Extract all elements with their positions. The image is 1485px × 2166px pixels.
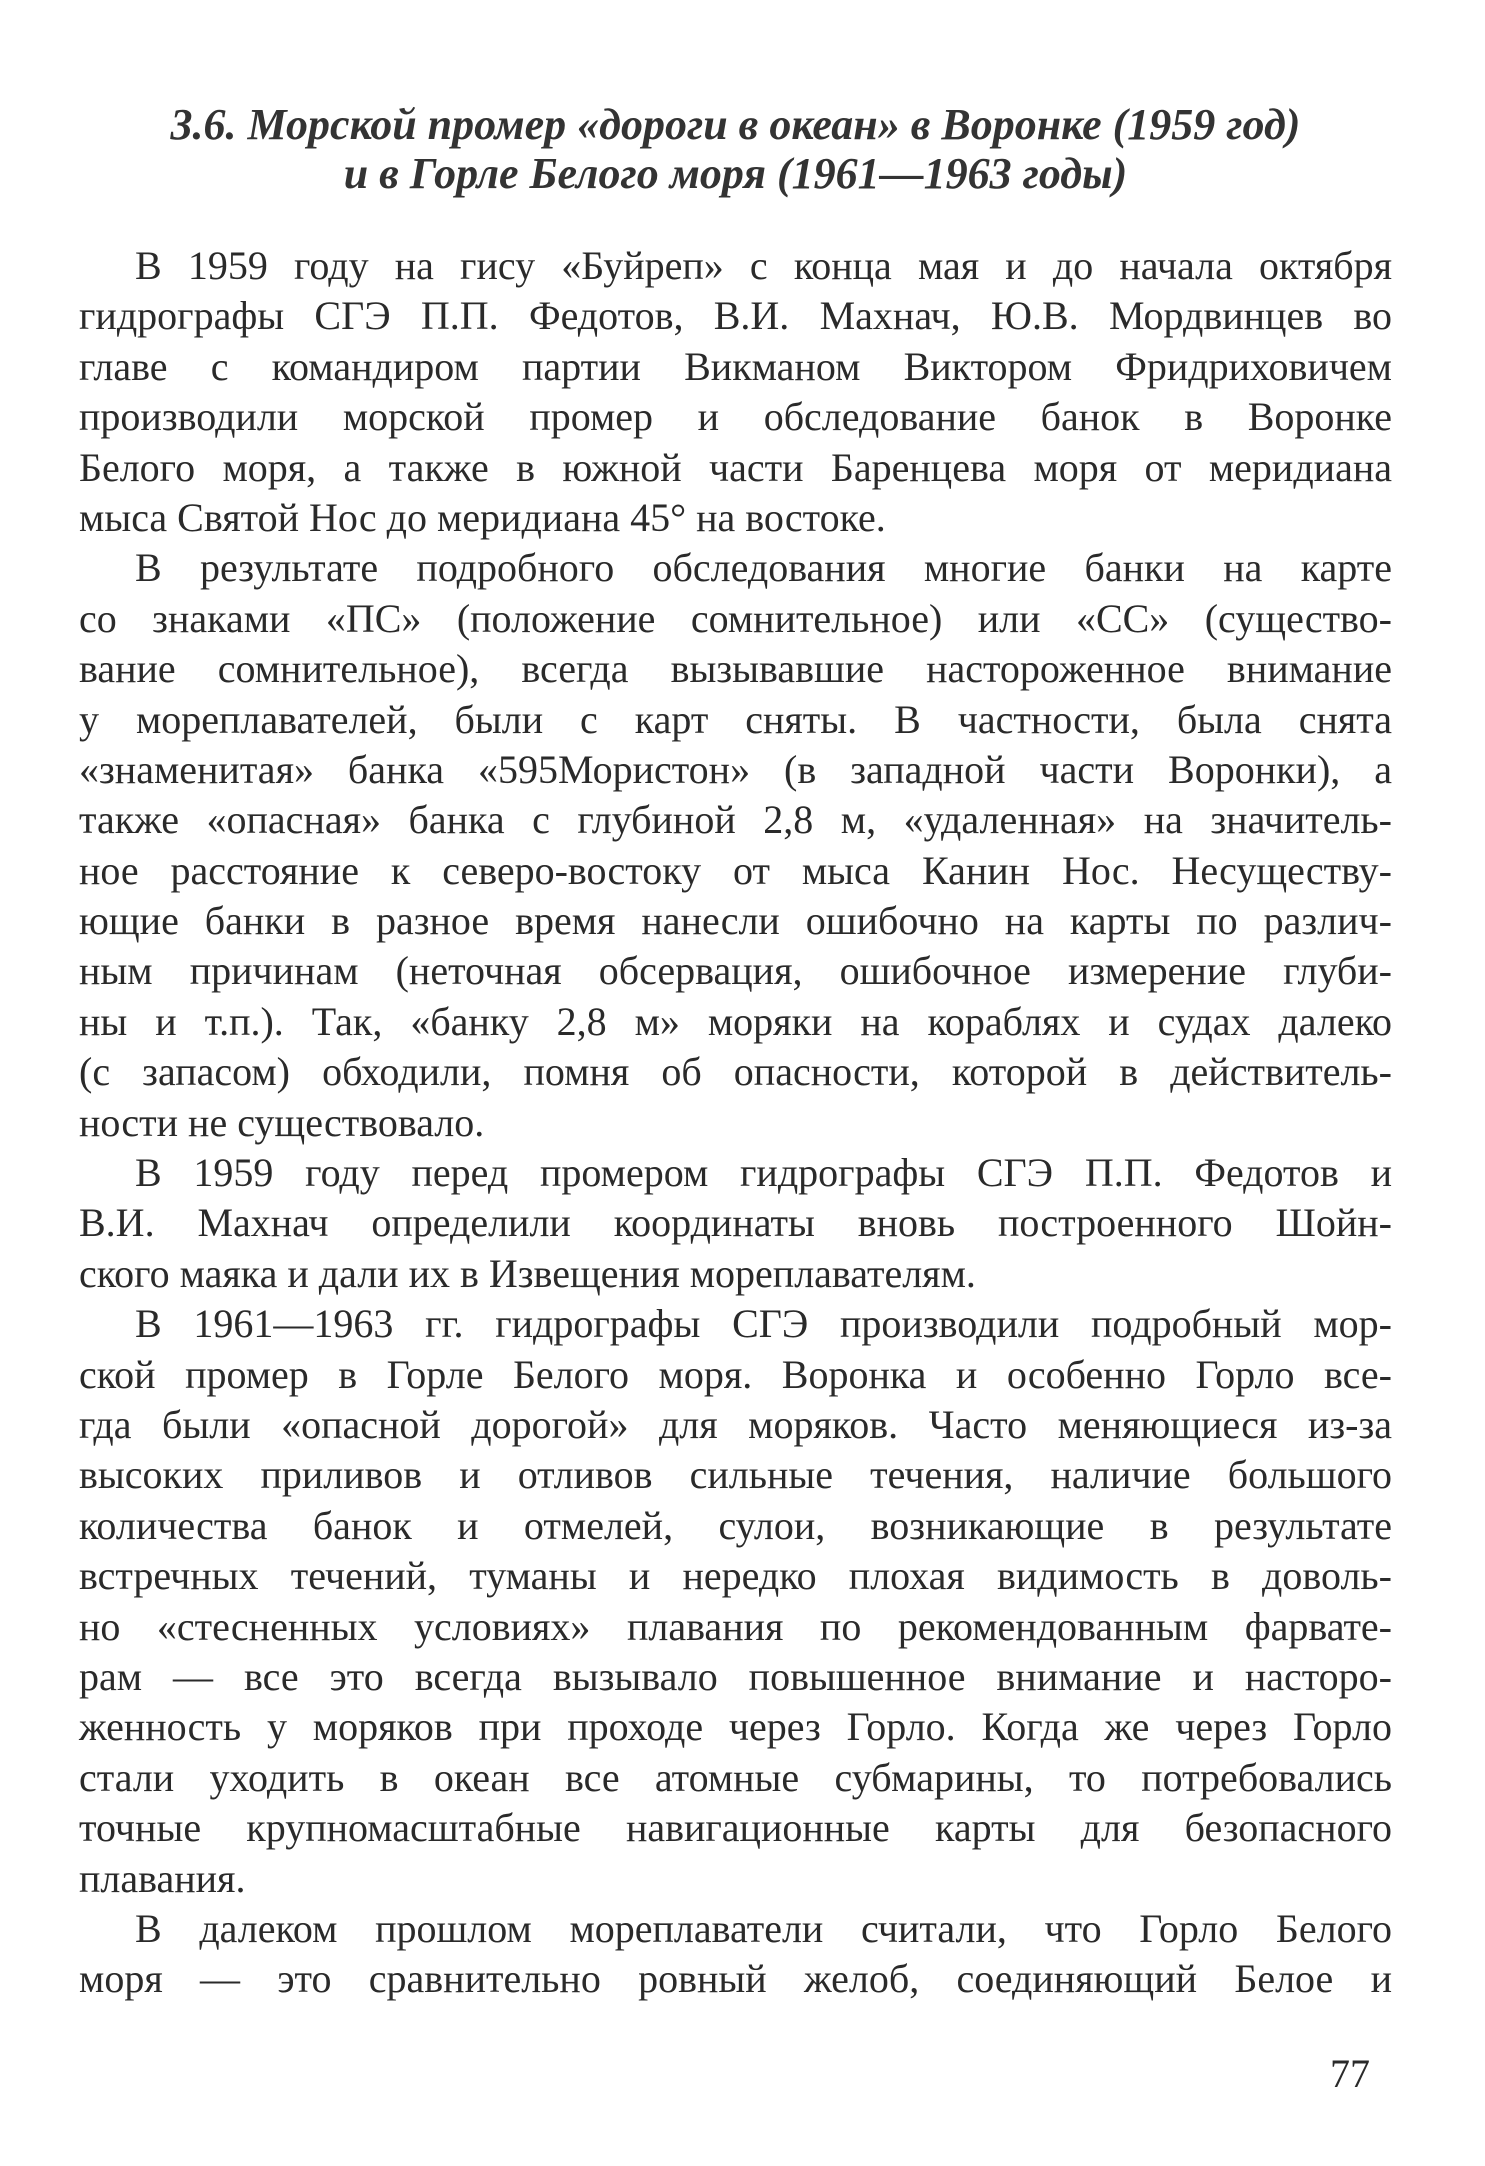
- heading-line: 3.6. Морской промер «дороги в океан» в Воронке (1959 год): [170, 100, 1301, 149]
- text-line: ным причинам (неточная обсервация, ошибочное измерение глуби-: [79, 948, 1392, 994]
- text-line: ны и т.п.). Так, «банку 2,8 м» моряки на кораблях и судах далеко: [79, 998, 1392, 1044]
- text-line: рам — все это всегда вызывало повышенное внимание и насторо-: [79, 1653, 1392, 1699]
- text-line: ской промер в Горле Белого моря. Воронка и особенно Горло все-: [79, 1351, 1392, 1397]
- text-line: у мореплавателей, были с карт сняты. В частности, была снята: [79, 696, 1392, 742]
- section-heading: [79, 100, 1392, 198]
- text-line: производили морской промер и обследование банок в Воронке: [79, 394, 1392, 440]
- text-line: ное расстояние к северо-востоку от мыса Канин Нос. Несуществу-: [79, 847, 1392, 893]
- text-line: стали уходить в океан все атомные субмарины, то потребовались: [79, 1754, 1392, 1800]
- text-line: со знаками «ПС» (положение сомнительное) или «СС» (существо-: [79, 595, 1392, 641]
- text-line: В результате подробного обследования многие банки на карте: [135, 545, 1392, 591]
- page-number: 77: [1330, 2051, 1370, 2096]
- text-line: встречных течений, туманы и нередко плохая видимость в доволь-: [79, 1553, 1392, 1599]
- text-line: точные крупномасштабные навигационные карты для безопасного: [79, 1805, 1392, 1851]
- text-line: (с запасом) обходили, помня об опасности, которой в действитель-: [79, 1049, 1392, 1095]
- text-line: также «опасная» банка с глубиной 2,8 м, «удаленная» на значитель-: [79, 797, 1392, 843]
- text-line: В 1961—1963 гг. гидрографы СГЭ производили подробный мор-: [135, 1301, 1392, 1347]
- text-line: моря — это сравнительно ровный желоб, соединяющий Белое и: [79, 1956, 1392, 2002]
- text-line: высоких приливов и отливов сильные течения, наличие большого: [79, 1452, 1392, 1498]
- text-line: В 1959 году на гису «Буйреп» с конца мая и до начала октября: [135, 243, 1392, 288]
- text-line: В 1959 году перед промером гидрографы СГЭ П.П. Федотов и: [135, 1150, 1392, 1196]
- body-text: [79, 241, 1392, 2005]
- text-line: «знаменитая» банка «595Мористон» (в западной части Воронки), а: [79, 746, 1392, 792]
- text-line: гидрографы СГЭ П.П. Федотов, В.И. Махнач, Ю.В. Мордвинцев во: [79, 293, 1392, 339]
- text-line: гда были «опасной дорогой» для моряков. Часто меняющиеся из-за: [79, 1401, 1392, 1447]
- text-line: но «стесненных условиях» плавания по рекомендованным фарвате-: [79, 1603, 1392, 1649]
- text-line: ющие банки в разное время нанесли ошибочно на карты по различ-: [79, 898, 1392, 944]
- text-line: ского маяка и дали их в Извещения мореплавателям.: [79, 1250, 976, 1296]
- text-line: мыса Святой Нос до меридиана 45° на востоке.: [79, 494, 886, 540]
- text-line: плавания.: [79, 1855, 246, 1901]
- text-line: ности не существовало.: [79, 1099, 485, 1145]
- text-line: В далеком прошлом мореплаватели считали, что Горло Белого: [135, 1905, 1392, 1951]
- text-line: В.И. Махнач определили координаты вновь построенного Шойн-: [79, 1200, 1392, 1246]
- text-line: Белого моря, а также в южной части Баренцева моря от меридиана: [79, 444, 1392, 490]
- text-line: количества банок и отмелей, сулои, возникающие в результате: [79, 1502, 1392, 1548]
- heading-line: и в Горле Белого моря (1961—1963 годы): [343, 149, 1128, 198]
- text-line: женность у моряков при проходе через Горло. Когда же через Горло: [79, 1704, 1392, 1750]
- text-line: главе с командиром партии Викманом Виктором Фридриховичем: [79, 343, 1392, 389]
- text-line: вание сомнительное), всегда вызывавшие настороженное внимание: [79, 646, 1392, 692]
